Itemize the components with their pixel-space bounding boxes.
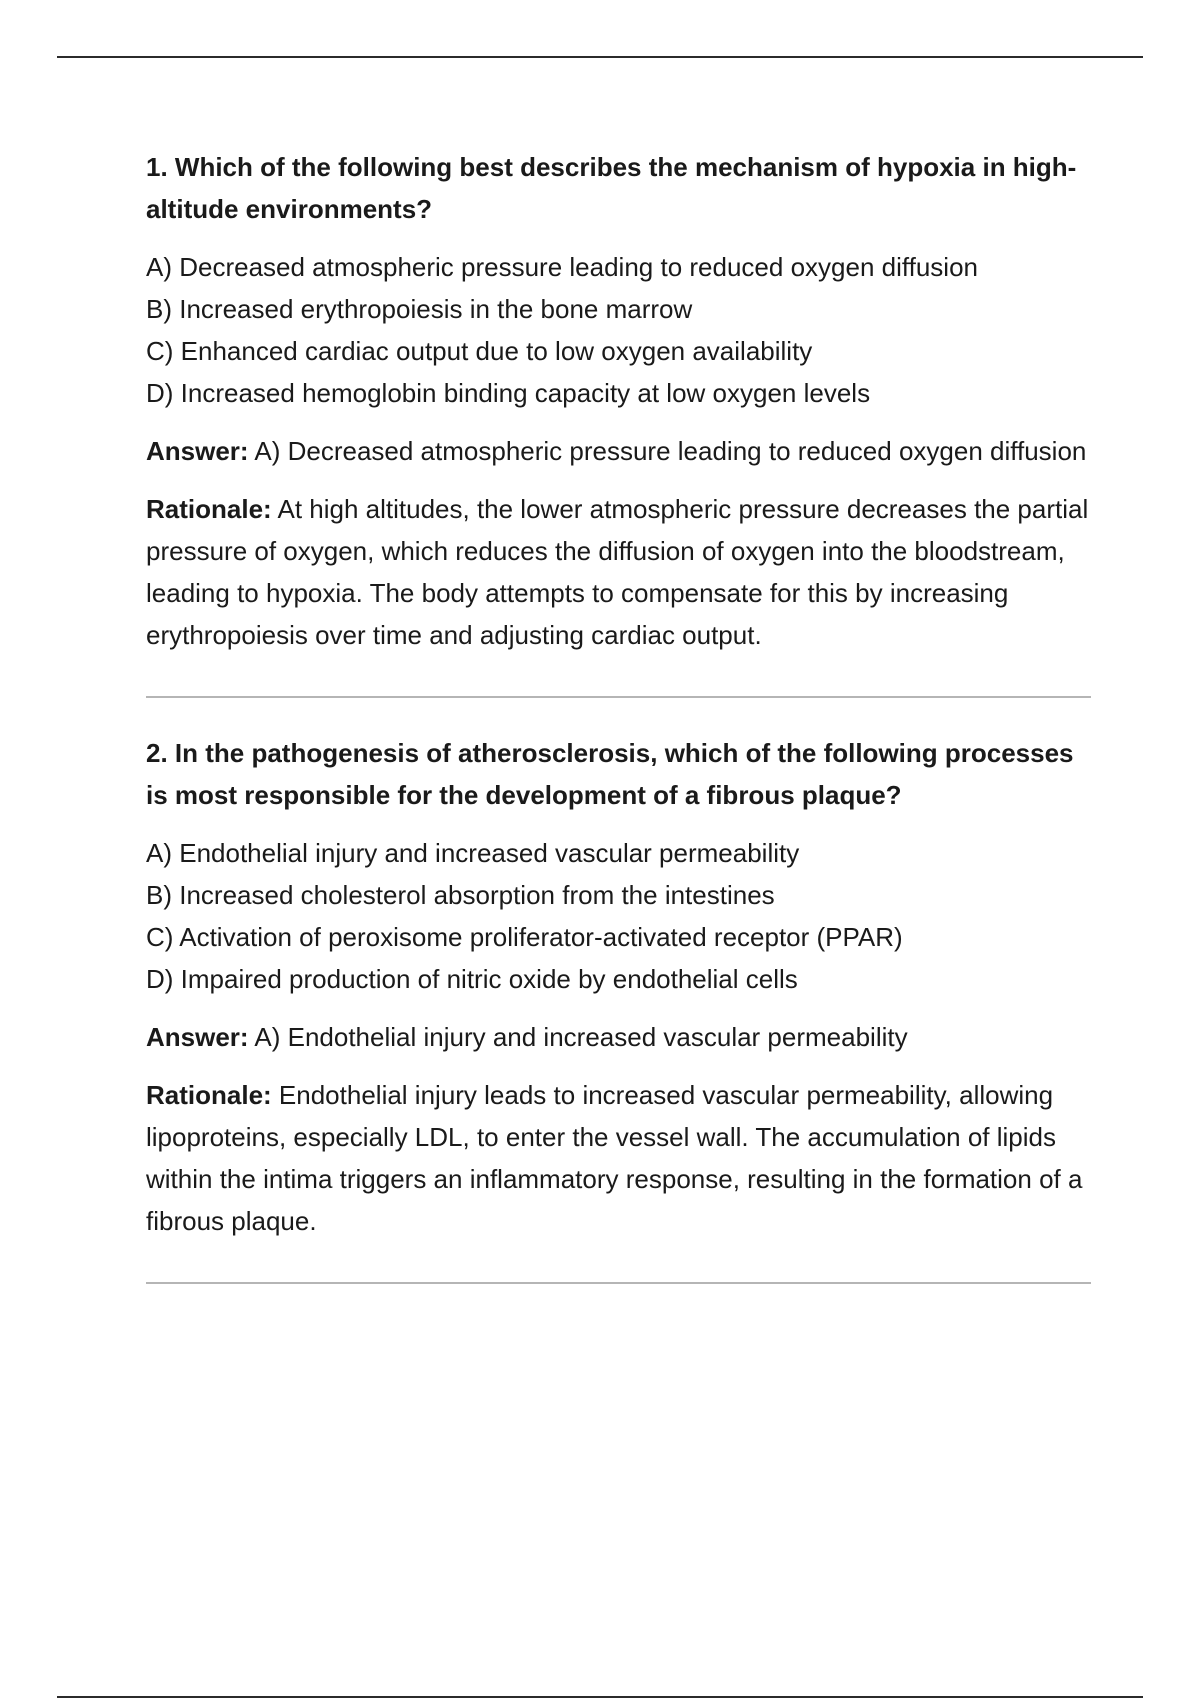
option-b: B) Increased cholesterol absorption from the intestines <box>146 880 775 910</box>
rationale-label: Rationale: <box>146 1080 272 1110</box>
option-d: D) Increased hemoglobin binding capacity at low oxygen levels <box>146 378 871 408</box>
answer-label: Answer: <box>146 436 249 466</box>
answer-label: Answer: <box>146 1022 249 1052</box>
question-title: 1. Which of the following best describes the mechanism of hypoxia in high-altitude environments? <box>146 152 1077 224</box>
question-2 <box>146 732 1091 1242</box>
option-list <box>146 832 1091 1000</box>
page-bottom-rule <box>57 1696 1143 1698</box>
option-a: A) Endothelial injury and increased vascular permeability <box>146 838 800 868</box>
option-d: D) Impaired production of nitric oxide by endothelial cells <box>146 964 798 994</box>
rationale-label: Rationale: <box>146 494 272 524</box>
option-c: C) Activation of peroxisome proliferator-activated receptor (PPAR) <box>146 922 903 952</box>
rationale <box>146 1074 1091 1242</box>
option-list <box>146 246 1091 414</box>
section-divider <box>146 696 1091 698</box>
answer-text: A) Endothelial injury and increased vascular permeability <box>254 1022 908 1052</box>
page-top-rule <box>57 56 1143 58</box>
question-1 <box>146 146 1091 656</box>
option-a: A) Decreased atmospheric pressure leading to reduced oxygen diffusion <box>146 252 978 282</box>
answer <box>146 430 1091 472</box>
option-c: C) Enhanced cardiac output due to low oxygen availability <box>146 336 813 366</box>
rationale <box>146 488 1091 656</box>
option-b: B) Increased erythropoiesis in the bone marrow <box>146 294 693 324</box>
rationale-text: Endothelial injury leads to increased vascular permeability, allowing lipoproteins, especially LDL, to enter the vessel wall. The accumulation of lipids within the intima triggers an inflammatory response, resulting in the formation of a fibrous plaque. <box>146 1080 1083 1236</box>
rationale-text: At high altitudes, the lower atmospheric pressure decreases the partial pressure of oxygen, which reduces the diffusion of oxygen into the bloodstream, leading to hypoxia. The body attempts to compensate for this by increasing erythropoiesis over time and adjusting cardiac output. <box>146 494 1089 650</box>
answer-text: A) Decreased atmospheric pressure leading to reduced oxygen diffusion <box>254 436 1087 466</box>
question-title: 2. In the pathogenesis of atherosclerosis, which of the following processes is most responsible for the development of a fibrous plaque? <box>146 738 1074 810</box>
section-divider <box>146 1282 1091 1284</box>
answer <box>146 1016 1091 1058</box>
document-content <box>146 146 1091 1318</box>
